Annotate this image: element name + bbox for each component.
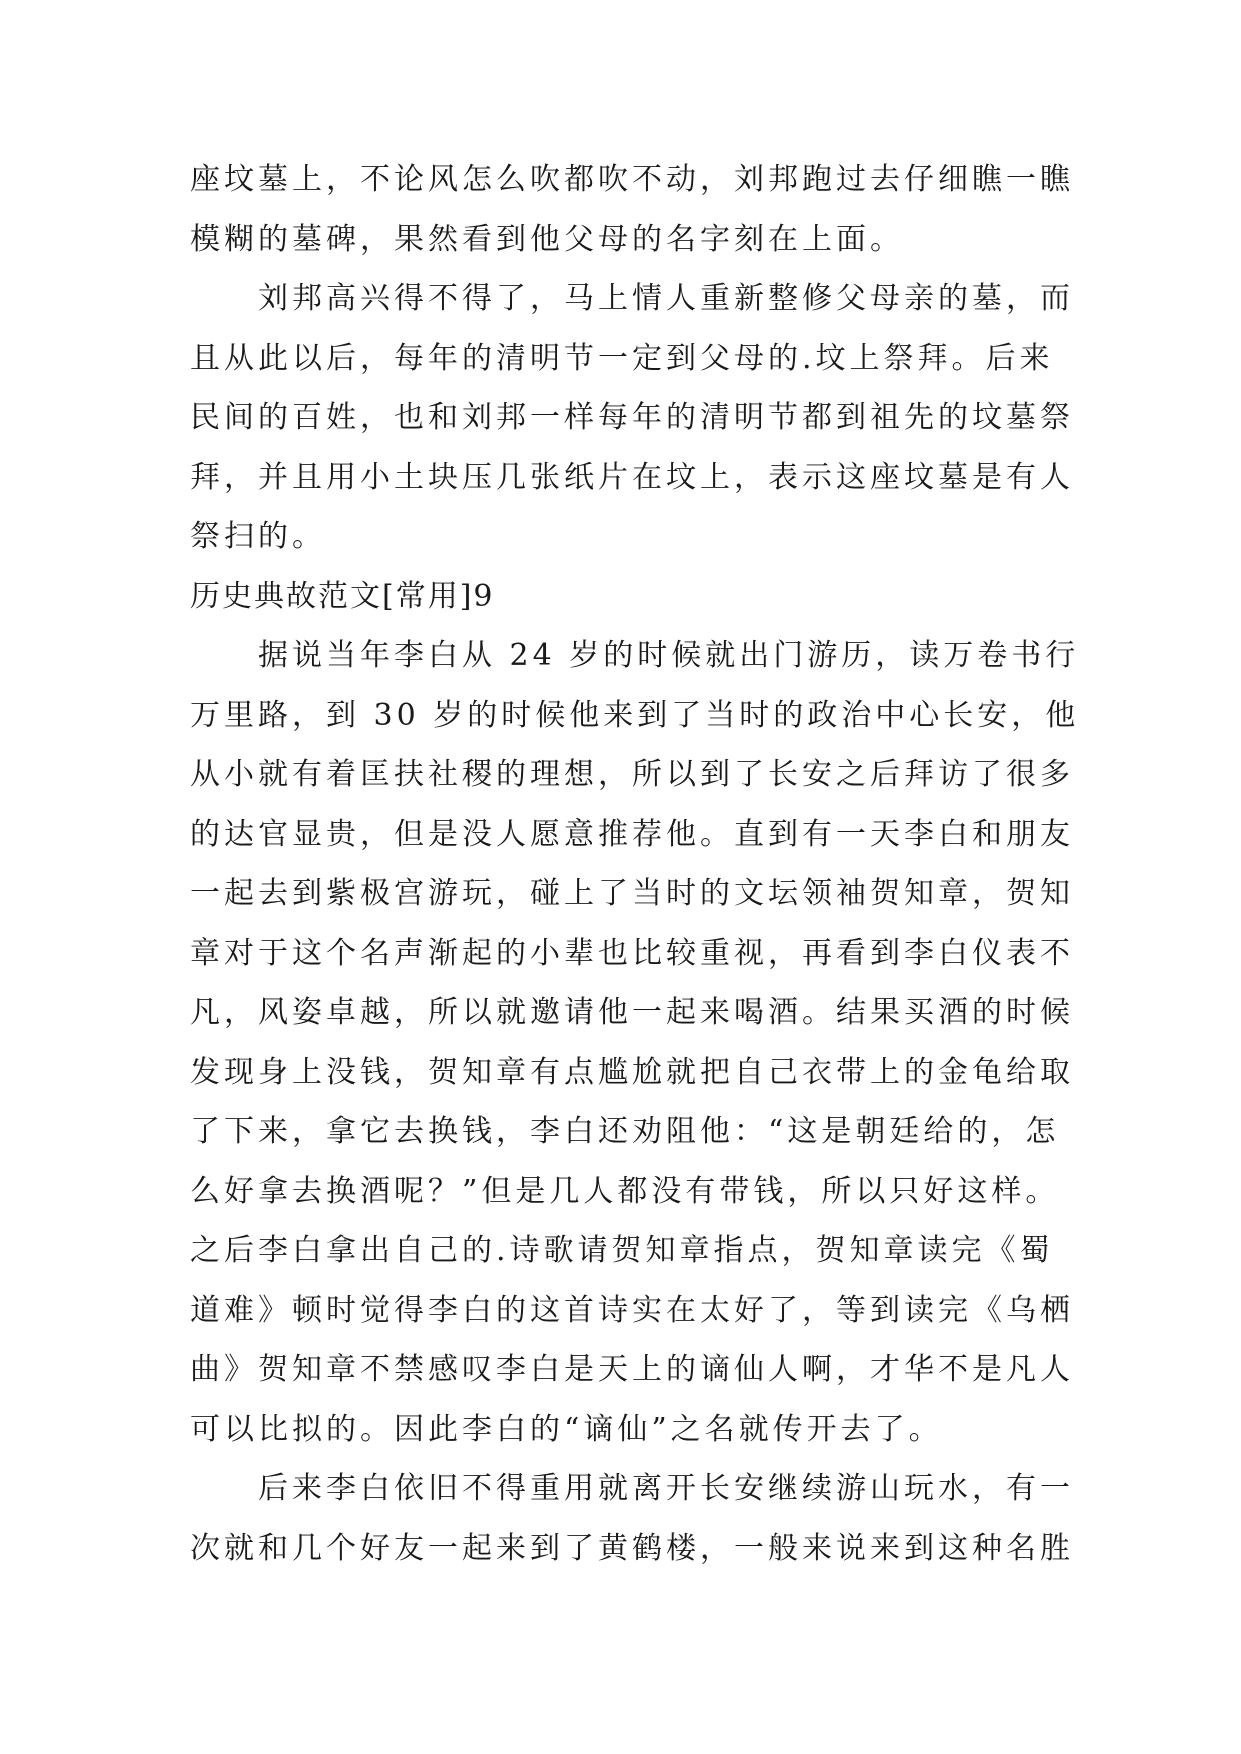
text-line: 民间的百姓，也和刘邦一样每年的清明节都到祖先的坟墓祭 — [190, 400, 1074, 435]
text-line: 据说当年李白从 24 岁的时候就出门游历，读万卷书行 — [190, 638, 1080, 673]
text-line: 座坟墓上，不论风怎么吹都吹不动，刘邦跑过去仔细瞧一瞧 — [190, 162, 1074, 197]
text-line: 万里路，到 30 岁的时候他来到了当时的政治中心长安，他 — [190, 697, 1080, 733]
text-line: 后来李白依旧不得重用就离开长安继续游山玩水，有一 — [190, 1471, 1074, 1506]
section-heading: 历史典故范文[常用]9 — [190, 578, 495, 614]
text-line: 次就和几个好友一起来到了黄鹤楼，一般来说来到这种名胜 — [190, 1530, 1074, 1566]
text-line: 之后李白拿出自己的.诗歌请贺知章指点，贺知章读完《蜀 — [190, 1233, 1054, 1268]
text-line: 从小就有着匡扶社稷的理想，所以到了长安之后拜访了很多 — [190, 757, 1074, 792]
text-line: 一起去到紫极宫游玩，碰上了当时的文坛领袖贺知章，贺知 — [190, 876, 1074, 911]
text-line: 道难》顿时觉得李白的这首诗实在太好了，等到读完《乌栖 — [190, 1292, 1074, 1328]
paragraph-1 — [190, 150, 1074, 269]
paragraph-4 — [190, 1459, 1074, 1578]
paragraph-3 — [190, 626, 1080, 1459]
text-line: 且从此以后，每年的清明节一定到父母的.坟上祭拜。后来 — [190, 340, 1054, 376]
text-line: 可以比拟的。因此李白的“谪仙”之名就传开去了。 — [190, 1411, 943, 1447]
text-line: 了下来，拿它去换钱，李白还劝阻他：“这是朝廷给的，怎 — [190, 1114, 1060, 1149]
text-line: 刘邦高兴得不得了，马上情人重新整修父母亲的墓，而 — [190, 281, 1074, 316]
text-line: 曲》贺知章不禁感叹李白是天上的谪仙人啊，才华不是凡人 — [190, 1352, 1074, 1387]
document-page — [190, 150, 1080, 1578]
text-line: 模糊的墓碑，果然看到他父母的名字刻在上面。 — [190, 221, 904, 257]
text-line: 拜，并且用小土块压几张纸片在坟上，表示这座坟墓是有人 — [190, 459, 1074, 495]
text-line: 章对于这个名声渐起的小辈也比较重视，再看到李白仪表不 — [190, 935, 1074, 971]
text-line: 祭扫的。 — [190, 519, 326, 554]
text-line: 么好拿去换酒呢？”但是几人都没有带钱，所以只好这样。 — [190, 1173, 1060, 1209]
text-line: 的达官显贵，但是没人愿意推荐他。直到有一天李白和朋友 — [190, 816, 1074, 852]
paragraph-2 — [190, 269, 1074, 567]
text-line: 凡，风姿卓越，所以就邀请他一起来喝酒。结果买酒的时候 — [190, 995, 1074, 1030]
text-line: 发现身上没钱，贺知章有点尴尬就把自己衣带上的金龟给取 — [190, 1054, 1074, 1090]
